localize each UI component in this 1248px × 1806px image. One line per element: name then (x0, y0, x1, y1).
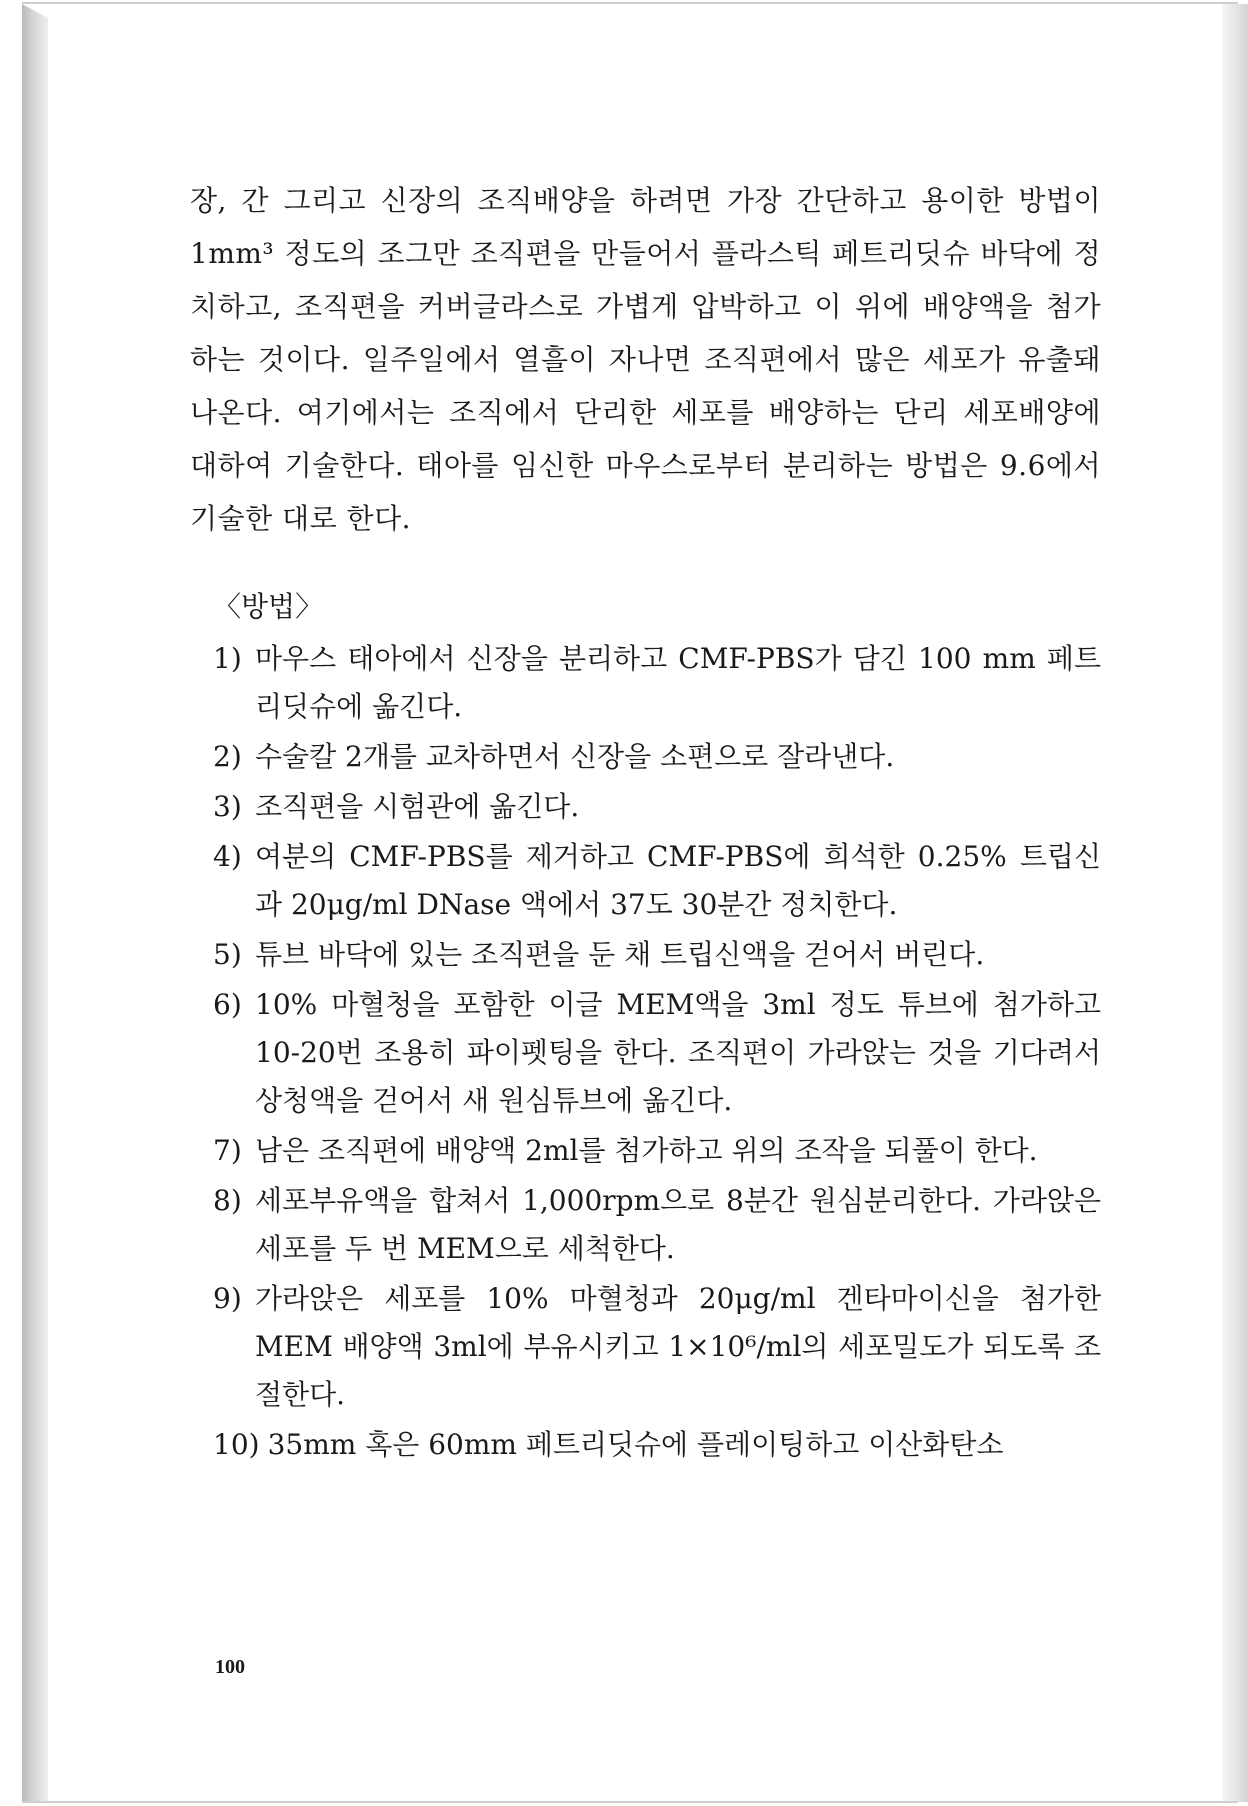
step-text: 가라앉은 세포를 10% 마혈청과 20μg/ml 겐타마이신을 첨가한 MEM 배양액 3ml에 부유시키고 1×10⁶/ml의 세포밀도가 되도록 조절한다. (255, 1282, 1101, 1411)
intro-paragraph: 장, 간 그리고 신장의 조직배양을 하려면 가장 간단하고 용이한 방법이 1mm³ 정도의 조그만 조직편을 만들어서 플라스틱 페트리딧슈 바닥에 정치하고, 조직편을 커버글라스로 가볍게 압박하고 이 위에 배양액을 첨가하는 것이다. 일주일에서 열흘이 자나면 조직편에서 많은 세포가 유출돼 나온다. 여기에서는 조직에서 단리한 세포를 배양하는 단리 세포배양에 대하여 기술한다. 태아를 임신한 마우스로부터 분리하는 방법은 9.6에서 기술한 대로 한다. (190, 184, 1101, 535)
method-step (213, 783, 1101, 831)
step-text: 35mm 혹은 60mm 페트리딧슈에 플레이팅하고 이산화탄소 (267, 1428, 1004, 1461)
method-step (213, 1421, 1101, 1469)
method-step (213, 1275, 1101, 1419)
step-text: 10% 마혈청을 포함한 이글 MEM액을 3ml 정도 튜브에 첨가하고 10-20번 조용히 파이펫팅을 한다. 조직편이 가라앉는 것을 기다려서 상청액을 걷어서 새 원심튜브에 옮긴다. (255, 988, 1101, 1117)
step-number: 5) (213, 938, 242, 971)
step-number: 4) (213, 840, 242, 873)
step-text: 조직편을 시험관에 옮긴다. (255, 790, 580, 823)
method-step (213, 931, 1101, 979)
method-step (213, 833, 1101, 929)
page-content (190, 174, 1101, 1471)
step-number: 3) (213, 790, 242, 823)
page-bottom-edge (22, 1801, 1238, 1803)
method-heading: 〈방법〉 (213, 590, 324, 623)
step-text: 남은 조직편에 배양액 2ml를 첨가하고 위의 조작을 되풀이 한다. (255, 1134, 1038, 1167)
method-steps (190, 635, 1101, 1469)
page-number: 100 (215, 1656, 245, 1678)
step-text: 수술칼 2개를 교차하면서 신장을 소편으로 잘라낸다. (255, 740, 895, 773)
step-number: 2) (213, 740, 242, 773)
step-number: 9) (213, 1282, 242, 1315)
page-left-edge (22, 4, 48, 1802)
method-step (213, 1177, 1101, 1273)
method-step (213, 981, 1101, 1125)
step-number: 1) (213, 642, 242, 675)
page-right-edge (1222, 4, 1248, 1802)
step-text: 세포부유액을 합쳐서 1,000rpm으로 8분간 원심분리한다. 가라앉은 세포를 두 번 MEM으로 세척한다. (255, 1184, 1101, 1265)
method-step (213, 635, 1101, 731)
step-number: 7) (213, 1134, 242, 1167)
step-text: 여분의 CMF-PBS를 제거하고 CMF-PBS에 희석한 0.25% 트립신과 20μg/ml DNase 액에서 37도 30분간 정치한다. (255, 840, 1101, 921)
method-step (213, 1127, 1101, 1175)
method-step (213, 733, 1101, 781)
step-number: 8) (213, 1184, 242, 1217)
step-text: 튜브 바닥에 있는 조직편을 둔 채 트립신액을 걷어서 버린다. (255, 938, 985, 971)
page-top-edge (22, 2, 1238, 4)
step-text: 마우스 태아에서 신장을 분리하고 CMF-PBS가 담긴 100 mm 페트리딧슈에 옮긴다. (255, 642, 1101, 723)
step-number: 10) (213, 1428, 260, 1461)
step-number: 6) (213, 988, 242, 1021)
